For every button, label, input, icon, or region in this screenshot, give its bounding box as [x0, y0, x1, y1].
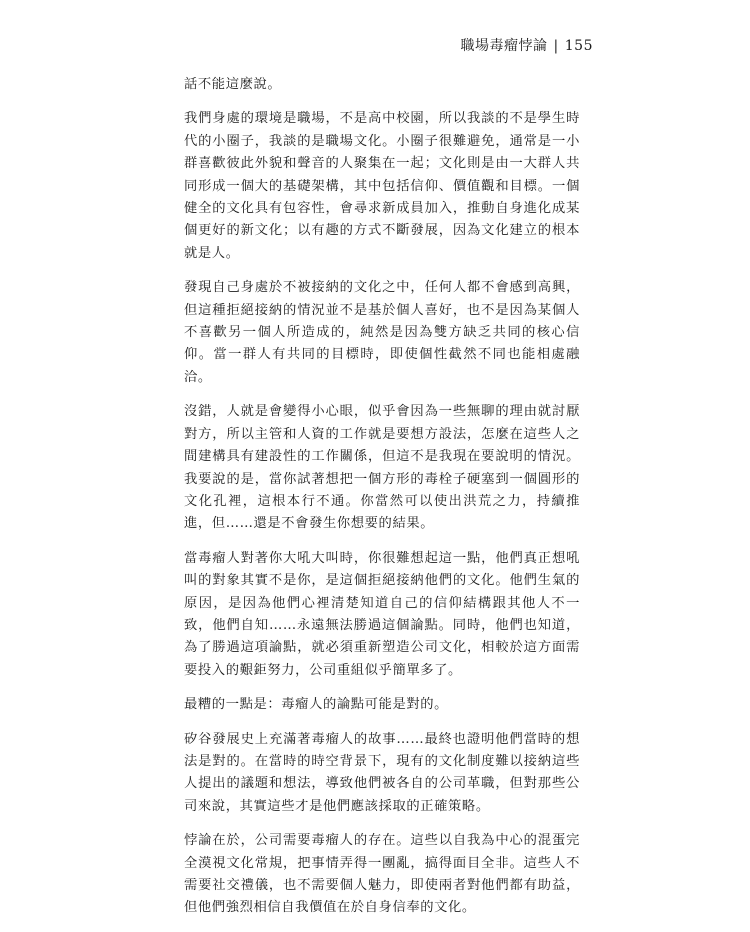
paragraph-6: 最糟的一點是：毒瘤人的論點可能是對的。: [184, 697, 449, 713]
running-header: [461, 35, 593, 55]
paragraph-5: 當毒瘤人對著你大吼大叫時，你很難想起這一點，他們真正想吼叫的對象其實不是你，是這個拒絕接納他們的文化。他們生氣的原因，是因為他們心裡清楚知道自己的信仰結構跟其他人不一致，他們自知……永遠無法勝過這個論點。同時，他們也知道，為了勝過這項論點，就必須重新塑造公司文化，相較於這方面需要投入的艱鉅努力，公司重組似乎簡單多了。: [184, 550, 580, 678]
body-text: [184, 74, 580, 932]
paragraph-2: 我們身處的環境是職場，不是高中校園，所以我談的不是學生時代的小圈子，我談的是職場文化。小圈子很難避免，通常是一小群喜歡彼此外貌和聲音的人聚集在一起；文化則是由一大群人共同形成一個大的基礎架構，其中包括信仰、價值觀和目標。一個健全的文化具有包容性，會尋求新成員加入，推動自身進化成某個更好的新文化；以有趣的方式不斷發展，因為文化建立的根本就是人。: [184, 111, 580, 261]
paragraph-3: 發現自己身處於不被接納的文化之中，任何人都不會感到高興，但這種拒絕接納的情況並不是基於個人喜好，也不是因為某個人不喜歡另一個人所造成的，純然是因為雙方缺乏共同的核心信仰。當一群人有共同的目標時，即使個性截然不同也能相處融洽。: [184, 280, 580, 385]
paragraph-7: 矽谷發展史上充滿著毒瘤人的故事……最終也證明他們當時的想法是對的。在當時的時空背景下，現有的文化制度難以接納這些人提出的議題和想法，導致他們被各自的公司革職，但對那些公司來說，其實這些才是他們應該採取的正確策略。: [184, 731, 580, 814]
paragraph-1: 話不能這麼說。: [184, 77, 282, 92]
paragraph-4: 沒錯，人就是會變得小心眼，似乎會因為一些無聊的理由就討厭對方，所以主管和人資的工作就是要想方設法，怎麼在這些人之間建構具有建設性的工作關係，但這不是我現在要說明的情況。我要說的是，當你試著想把一個方形的毒栓子硬塞到一個圓形的文化孔裡，這根本行不通。你當然可以使出洪荒之力，持續推進，但……還是不會發生你想要的結果。: [184, 404, 580, 532]
paragraph-8: 悖論在於，公司需要毒瘤人的存在。這些以自我為中心的混蛋完全漠視文化常規，把事情弄得一團亂，搞得面目全非。這些人不需要社交禮儀，也不需要個人魅力，即使兩者對他們都有助益，但他們強烈相信自我價值在於自身信奉的文化。: [184, 833, 580, 916]
chapter-title: 職場毒瘤悖論: [460, 38, 548, 54]
header-separator: |: [553, 38, 559, 54]
page-number: 155: [564, 38, 593, 54]
